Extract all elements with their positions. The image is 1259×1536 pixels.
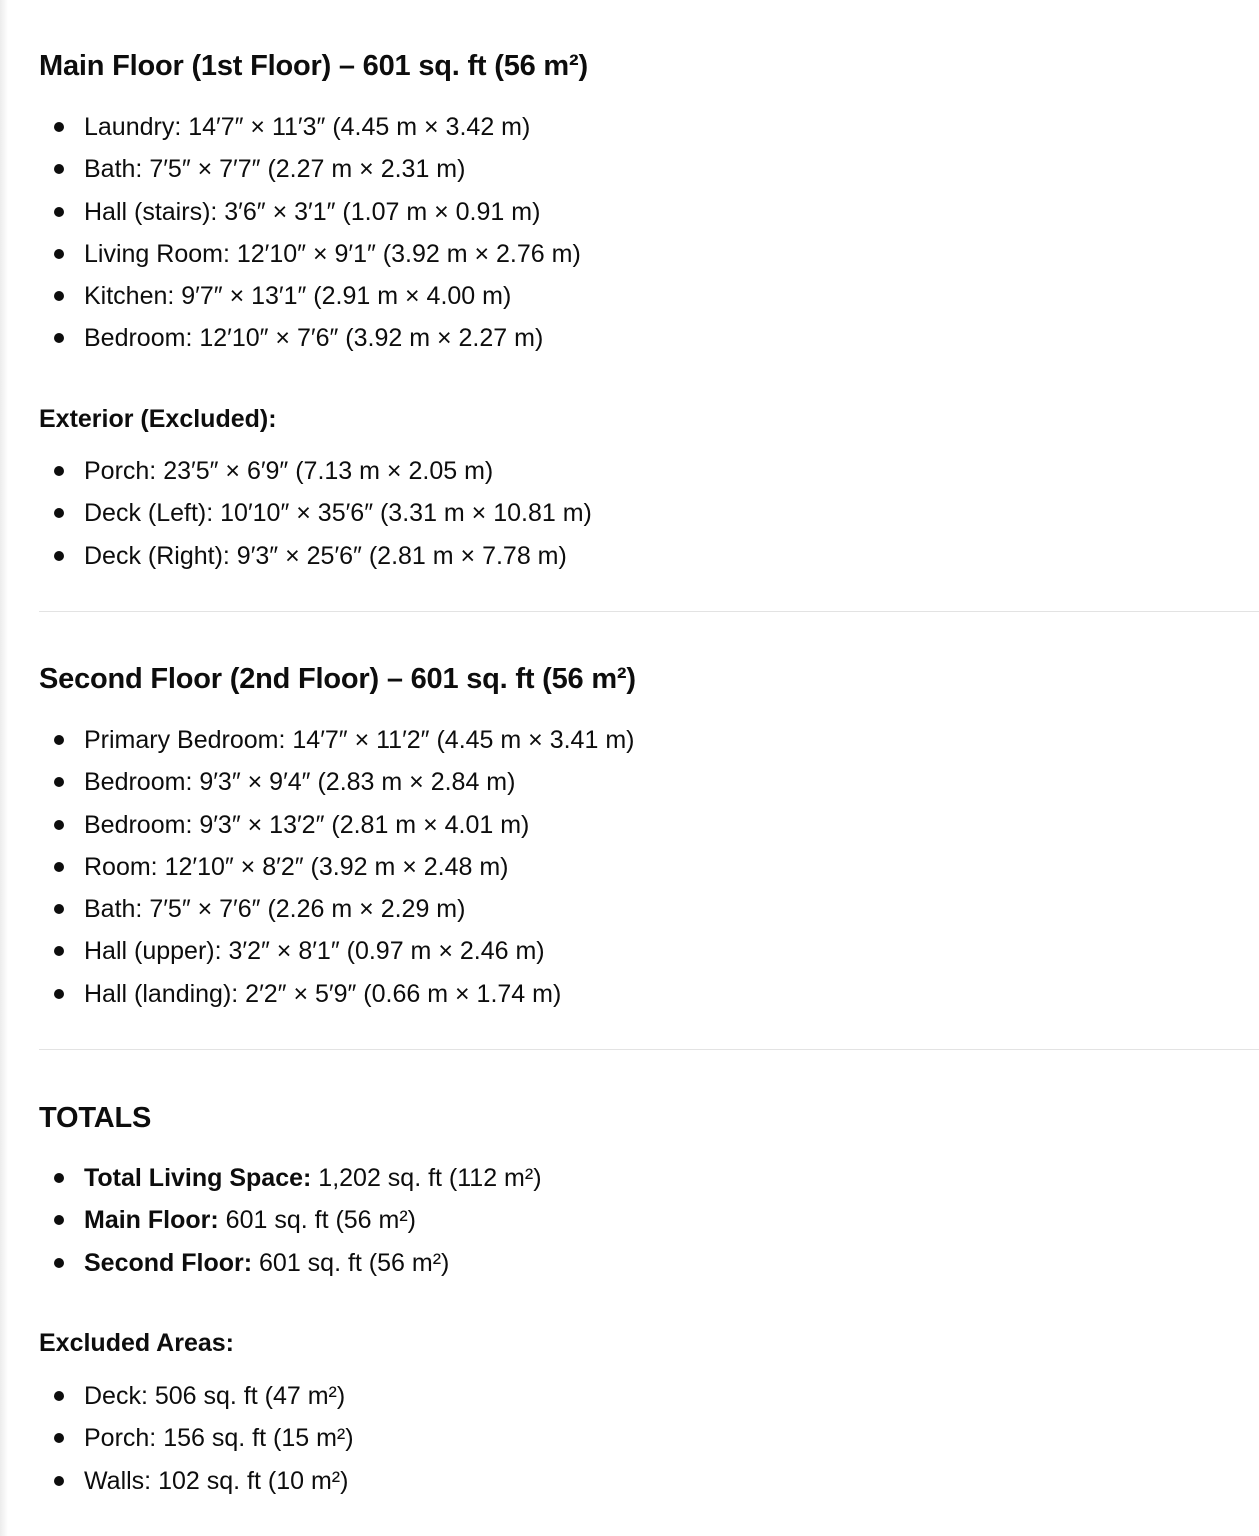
list-item: Porch: 23′5″ × 6′9″ (7.13 m × 2.05 m) [39, 450, 592, 492]
bullet-icon [54, 1476, 64, 1486]
list-item [39, 1242, 542, 1284]
bullet-icon [54, 551, 64, 561]
bullet-icon [54, 777, 64, 787]
list-item: Laundry: 14′7″ × 11′3″ (4.45 m × 3.42 m) [39, 106, 581, 148]
list-item: Bedroom: 12′10″ × 7′6″ (3.92 m × 2.27 m) [39, 317, 581, 359]
bullet-icon [54, 333, 64, 343]
window-left-edge [0, 0, 8, 1536]
list-item [39, 1199, 542, 1241]
list-item: Deck: 506 sq. ft (47 m²) [39, 1375, 354, 1417]
section-divider [39, 1049, 1259, 1050]
bullet-icon [54, 249, 64, 259]
list-item: Primary Bedroom: 14′7″ × 11′2″ (4.45 m × 3.41 m) [39, 719, 634, 761]
totals-list [39, 1157, 542, 1284]
main-floor-room-list [39, 106, 581, 360]
bullet-icon [54, 207, 64, 217]
bullet-icon [54, 164, 64, 174]
exterior-list [39, 450, 592, 577]
list-item: Bath: 7′5″ × 7′7″ (2.27 m × 2.31 m) [39, 148, 581, 190]
bullet-icon [54, 1391, 64, 1401]
bullet-icon [54, 735, 64, 745]
total-label: Total Living Space: [84, 1164, 312, 1192]
bullet-icon [54, 1433, 64, 1443]
list-item [39, 1157, 542, 1199]
total-label: Main Floor: [84, 1206, 219, 1235]
list-item: Bedroom: 9′3″ × 9′4″ (2.83 m × 2.84 m) [39, 761, 634, 803]
excluded-areas-list [39, 1375, 354, 1502]
second-floor-heading: Second Floor (2nd Floor) – 601 sq. ft (56 m²) [39, 663, 636, 695]
list-item: Bedroom: 9′3″ × 13′2″ (2.81 m × 4.01 m) [39, 804, 634, 846]
bullet-icon [54, 466, 64, 476]
list-item: Walls: 102 sq. ft (10 m²) [39, 1460, 354, 1502]
bullet-icon [54, 989, 64, 999]
list-item: Room: 12′10″ × 8′2″ (3.92 m × 2.48 m) [39, 846, 634, 888]
section-divider [39, 611, 1259, 612]
bullet-icon [54, 1215, 64, 1225]
list-item: Hall (upper): 3′2″ × 8′1″ (0.97 m × 2.46 m) [39, 930, 634, 972]
bullet-icon [54, 946, 64, 956]
exterior-heading: Exterior (Excluded): [39, 405, 277, 433]
bullet-icon [54, 508, 64, 518]
bullet-icon [54, 862, 64, 872]
list-item: Hall (stairs): 3′6″ × 3′1″ (1.07 m × 0.91 m) [39, 191, 581, 233]
list-item: Deck (Right): 9′3″ × 25′6″ (2.81 m × 7.78 m) [39, 535, 592, 577]
total-value: 1,202 sq. ft (112 m²) [311, 1164, 542, 1192]
list-item: Bath: 7′5″ × 7′6″ (2.26 m × 2.29 m) [39, 888, 634, 930]
bullet-icon [54, 1173, 64, 1183]
list-item: Porch: 156 sq. ft (15 m²) [39, 1417, 354, 1459]
second-floor-room-list [39, 719, 634, 1015]
bullet-icon [54, 820, 64, 830]
bullet-icon [54, 1258, 64, 1268]
bullet-icon [54, 122, 64, 132]
total-value: 601 sq. ft (56 m²) [218, 1206, 417, 1235]
list-item: Deck (Left): 10′10″ × 35′6″ (3.31 m × 10.81 m) [39, 492, 592, 534]
bullet-icon [54, 904, 64, 914]
list-item: Hall (landing): 2′2″ × 5′9″ (0.66 m × 1.74 m) [39, 973, 634, 1015]
bullet-icon [54, 291, 64, 301]
list-item: Living Room: 12′10″ × 9′1″ (3.92 m × 2.76 m) [39, 233, 581, 275]
total-label: Second Floor: [84, 1248, 253, 1277]
total-value: 601 sq. ft (56 m²) [252, 1248, 450, 1277]
main-floor-heading: Main Floor (1st Floor) – 601 sq. ft (56 m²) [39, 50, 588, 82]
totals-heading: TOTALS [39, 1102, 152, 1134]
excluded-areas-heading: Excluded Areas: [39, 1329, 234, 1357]
list-item: Kitchen: 9′7″ × 13′1″ (2.91 m × 4.00 m) [39, 275, 581, 317]
